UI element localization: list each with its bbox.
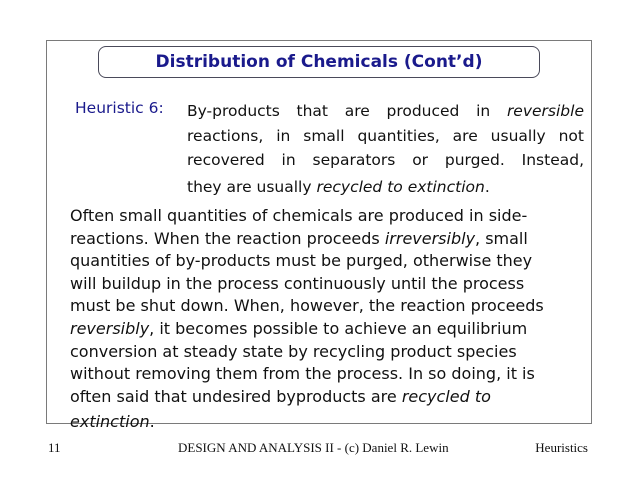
footer-course-title: DESIGN AND ANALYSIS II - (c) Daniel R. Lewin [178,440,449,455]
heuristic-line: they are usually recycled to extinction. [187,177,490,196]
heuristic-line: By-products that are produced in reversible [187,102,584,120]
paragraph-line: conversion at steady state by recycling product species [70,341,517,361]
heuristic-line: recovered in separators or purged. Instead, [187,151,584,169]
paragraph-line: often said that undesired byproducts are recycled to [70,386,491,406]
heuristic-line: reactions, in small quantities, are usually not [187,126,584,145]
page-number: 11 [48,440,61,455]
paragraph-line: reactions. When the reaction proceeds irreversibly, small [70,228,528,248]
footer-section: Heuristics [535,440,588,455]
paragraph-line: will buildup in the process continuously until the process [70,273,525,293]
paragraph-line: reversibly, it becomes possible to achieve an equilibrium [70,318,528,338]
paragraph-line: Often small quantities of chemicals are produced in side- [70,206,528,225]
slide-title: Distribution of Chemicals (Cont’d) [155,52,483,72]
title-box [98,46,540,78]
heuristic-label: Heuristic 6: [75,99,164,117]
paragraph-line: quantities of by-products must be purged, otherwise they [70,251,533,271]
heuristic-text [187,99,584,199]
paragraph-line: must be shut down. When, however, the reaction proceeds [70,296,544,316]
paragraph-line: extinction. [70,412,155,432]
paragraph-line: without removing them from the process. In so doing, it is [70,364,535,384]
explanation-paragraph [70,205,590,434]
